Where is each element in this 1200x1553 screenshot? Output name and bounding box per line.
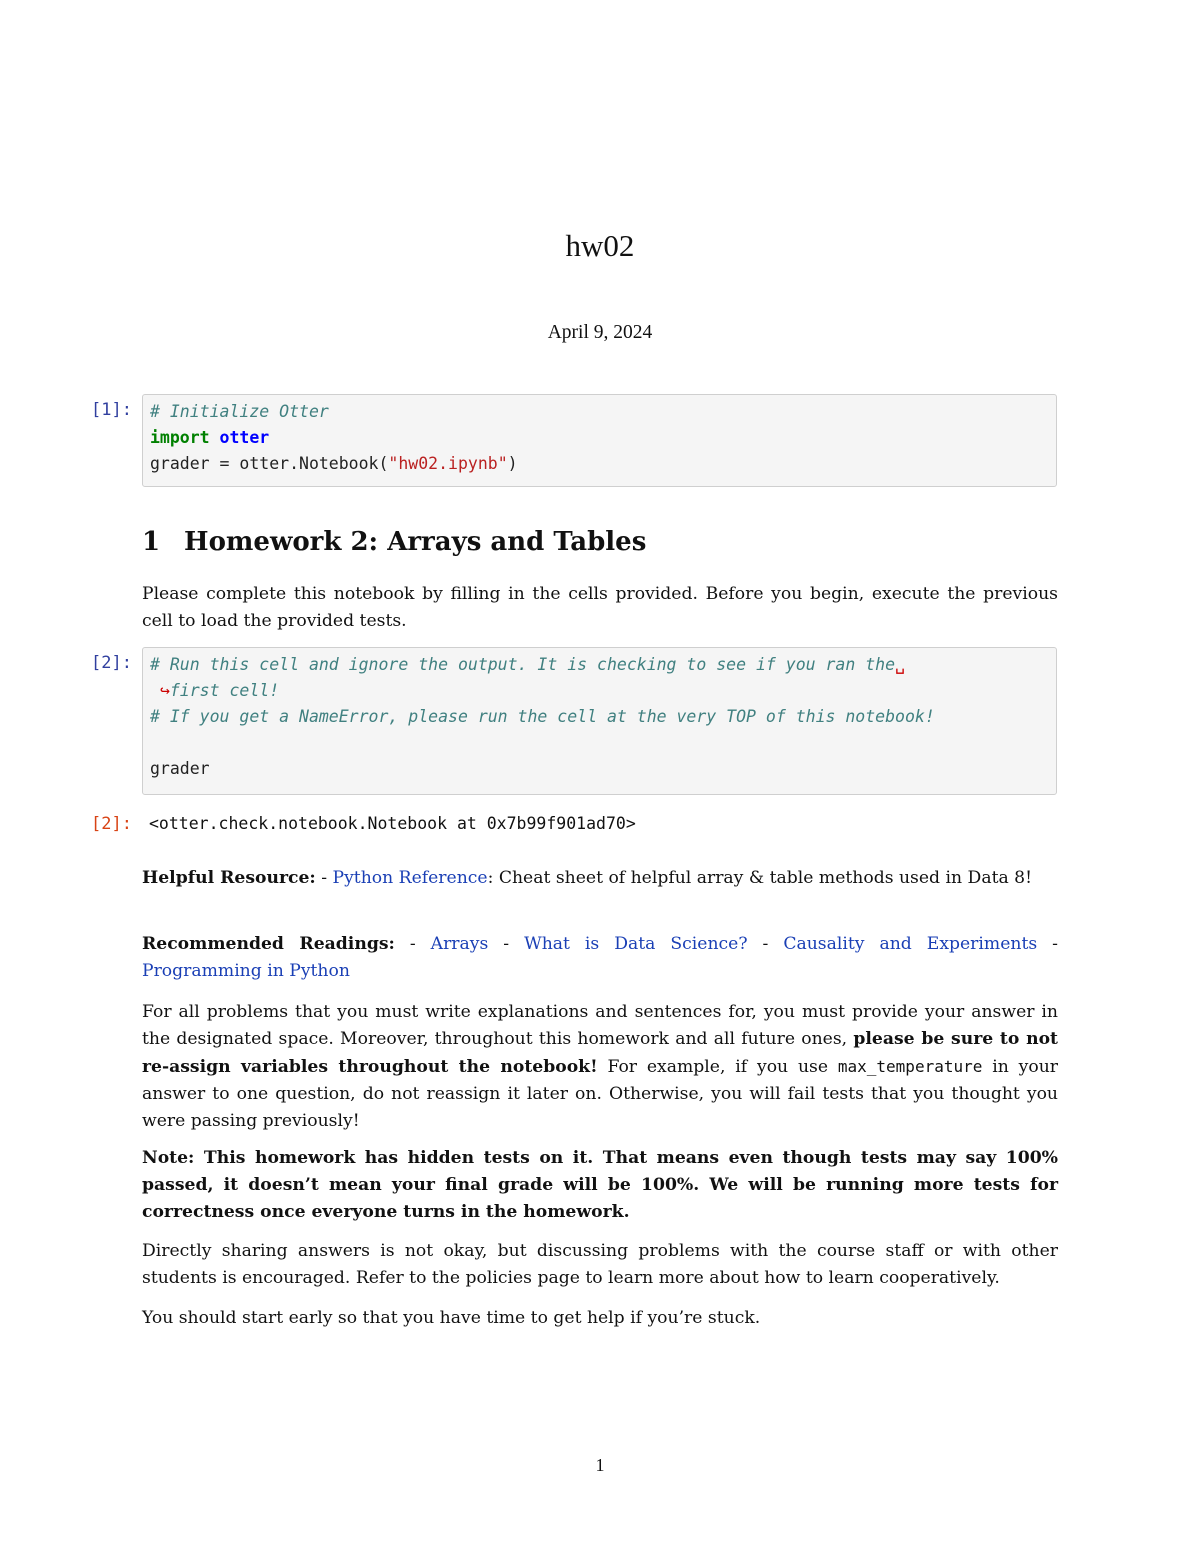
code-keyword: import bbox=[150, 428, 210, 447]
code-module: otter bbox=[219, 428, 270, 447]
sharing-paragraph: Directly sharing answers is not okay, but discussing problems with the course staff or with other students is encouraged. Refer to the policies page to learn more about how to learn cooperatively. bbox=[142, 1241, 1058, 1288]
page-number: 1 bbox=[595, 1455, 605, 1475]
code-string: "hw02.ipynb" bbox=[388, 454, 508, 473]
variable-name: max_temperature bbox=[837, 1057, 983, 1076]
output-2-prompt: [2]: bbox=[91, 814, 132, 834]
code-cell-2[interactable] bbox=[142, 647, 1057, 795]
recommended-readings-paragraph bbox=[142, 931, 1058, 985]
helpful-text: : Cheat sheet of helpful array & table methods used in Data 8! bbox=[487, 868, 1033, 888]
document-title: hw02 bbox=[565, 228, 635, 263]
python-reference-link[interactable]: Python Reference bbox=[332, 868, 488, 888]
programming-in-python-link[interactable]: Programming in Python bbox=[142, 961, 350, 981]
separator: - bbox=[321, 868, 328, 888]
wrap-end-icon: ␣ bbox=[895, 655, 905, 674]
helpful-resource-paragraph bbox=[142, 865, 1058, 892]
code-text: grader = otter.Notebook( bbox=[150, 454, 389, 473]
rules-text: For example, if you use bbox=[597, 1057, 838, 1077]
separator: - bbox=[1052, 934, 1058, 954]
code-comment: # If you get a NameError, please run the cell at the very TOP of this notebook! bbox=[150, 707, 935, 726]
code-comment: first cell! bbox=[169, 681, 280, 700]
causality-link[interactable]: Causality and Experiments bbox=[783, 934, 1038, 954]
output-2-text[interactable]: <otter.check.notebook.Notebook at 0x7b99f901ad70> bbox=[149, 814, 636, 833]
section-heading bbox=[142, 527, 646, 557]
rules-bold: please be sure to not re-assign variables throughout the notebook! bbox=[142, 1029, 1058, 1077]
note-label: Note: bbox=[142, 1148, 195, 1168]
code-comment: # Run this cell and ignore the output. It is checking to see if you ran the bbox=[150, 655, 896, 674]
cell-1-prompt: [1]: bbox=[91, 400, 132, 420]
code-text: grader bbox=[150, 759, 210, 778]
intro-paragraph: Please complete this notebook by filling in the cells provided. Before you begin, execute the previous cell to load the provided tests. bbox=[142, 584, 1058, 631]
note-paragraph bbox=[142, 1145, 1058, 1226]
arrays-link[interactable]: Arrays bbox=[430, 934, 489, 954]
start-early-paragraph: You should start early so that you have time to get help if you’re stuck. bbox=[142, 1308, 761, 1328]
wrap-start-icon: ↪ bbox=[159, 681, 170, 700]
code-cell-1-source bbox=[143, 395, 1056, 481]
section-title: Homework 2: Arrays and Tables bbox=[184, 527, 647, 557]
code-comment: # Initialize Otter bbox=[150, 402, 329, 421]
rules-text: in your answer to one question, do not reassign it later on. Otherwise, you will fail tests that you thought you were passing previously! bbox=[142, 1057, 1058, 1131]
code-text: ) bbox=[507, 454, 518, 473]
separator: - bbox=[762, 934, 769, 954]
document-date: April 9, 2024 bbox=[547, 322, 653, 343]
helpful-label: Helpful Resource: bbox=[142, 868, 316, 888]
what-is-data-science-link[interactable]: What is Data Science? bbox=[524, 934, 748, 954]
section-number: 1 bbox=[142, 527, 161, 557]
code-cell-1[interactable] bbox=[142, 394, 1057, 487]
separator: - bbox=[503, 934, 510, 954]
rules-paragraph bbox=[142, 999, 1058, 1135]
note-text: This homework has hidden tests on it. That means even though tests may say 100% passed, it doesn’t mean your final grade will be 100%. We will be running more tests for correctness once everyone turns in the homework. bbox=[142, 1148, 1058, 1222]
cell-2-prompt: [2]: bbox=[91, 653, 132, 673]
readings-label: Recommended Readings: bbox=[142, 934, 395, 954]
separator: - bbox=[409, 934, 416, 954]
rules-text: For all problems that you must write explanations and sentences for, you must provide your answer in the designated space. Moreover, throughout this homework and all future ones, bbox=[142, 1002, 1058, 1049]
code-cell-2-source bbox=[143, 648, 1056, 786]
